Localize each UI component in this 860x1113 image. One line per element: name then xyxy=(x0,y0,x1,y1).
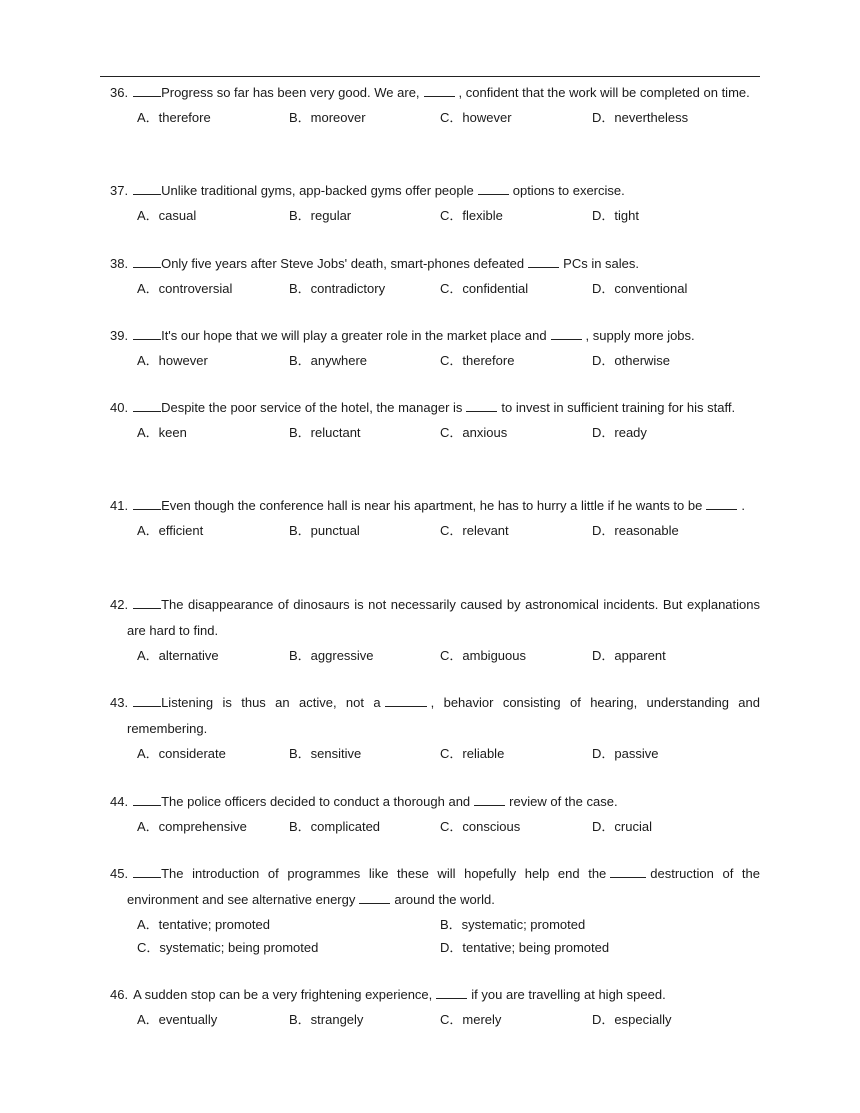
option-c: C．conscious xyxy=(440,819,521,834)
options-row-1 xyxy=(110,913,760,936)
option-d: D．tight xyxy=(592,208,639,223)
option-d: D．especially xyxy=(592,1012,672,1027)
option-d: D．tentative; being promoted xyxy=(440,940,610,955)
question-41 xyxy=(110,493,760,541)
fill-blank xyxy=(436,987,467,999)
option-a: A．however xyxy=(137,353,208,368)
option-a: A．tentative; promoted xyxy=(137,917,270,932)
question-37 xyxy=(110,178,760,226)
question-stem xyxy=(110,251,760,277)
options xyxy=(110,205,760,226)
question-number: 36. xyxy=(110,85,129,100)
options xyxy=(110,520,760,541)
stem-text: explanations are hard to find. xyxy=(127,597,760,638)
option-a: A．therefore xyxy=(137,110,211,125)
stem-text: . xyxy=(741,498,745,513)
options xyxy=(110,743,760,764)
question-number: 46. xyxy=(110,987,129,1002)
question-stem xyxy=(110,178,760,204)
stem-text: It's our hope that we will play a greater role in the market place and xyxy=(161,328,547,343)
question-number: 43. xyxy=(110,695,129,710)
option-b: B．systematic; promoted xyxy=(440,917,586,932)
question-40 xyxy=(110,395,760,443)
stem-text: A sudden stop can be a very frightening experience, xyxy=(133,987,433,1002)
option-a: A．eventually xyxy=(137,1012,218,1027)
question-stem xyxy=(110,982,760,1008)
option-b: B．anywhere xyxy=(289,353,368,368)
option-b: B．regular xyxy=(289,208,352,223)
question-number: 44. xyxy=(110,794,129,809)
stem-text: Listening is thus an active, not a xyxy=(161,695,381,710)
question-stem xyxy=(110,80,760,106)
question-number: 42. xyxy=(110,597,129,612)
fill-blank xyxy=(551,328,582,340)
fill-blank xyxy=(424,85,455,97)
stem-text: Even though the conference hall is near his apartment, he has to hurry a little if he wants to be xyxy=(161,498,703,513)
stem-text: around the world. xyxy=(394,892,495,907)
stem-text: options to exercise. xyxy=(512,183,625,198)
option-b: B．punctual xyxy=(289,523,360,538)
question-stem xyxy=(110,493,760,519)
question-38 xyxy=(110,251,760,299)
fill-blank xyxy=(706,498,737,510)
option-c: C．relevant xyxy=(440,523,509,538)
answer-blank xyxy=(133,85,161,97)
question-42 xyxy=(110,592,760,666)
question-36 xyxy=(110,80,760,128)
options xyxy=(110,1009,760,1030)
options xyxy=(110,816,760,837)
option-c: C．reliable xyxy=(440,746,505,761)
stem-text: The disappearance of dinosaurs is not necessarily caused by astronomical incidents. But xyxy=(161,597,683,612)
option-c: C．therefore xyxy=(440,353,515,368)
question-number: 39. xyxy=(110,328,129,343)
option-c: C．merely xyxy=(440,1012,502,1027)
option-a: A．alternative xyxy=(137,648,219,663)
options xyxy=(110,645,760,666)
stem-text: , behavior consisting of hearing, understanding and remembering. xyxy=(127,695,760,736)
stem-text: Unlike traditional gyms, app-backed gyms offer people xyxy=(161,183,474,198)
stem-text: Progress so far has been very good. We are, xyxy=(161,85,420,100)
option-b: B．strangely xyxy=(289,1012,364,1027)
answer-blank xyxy=(133,328,161,340)
stem-text: , supply more jobs. xyxy=(585,328,695,343)
stem-text: , confident that the work will be completed on time. xyxy=(458,85,750,100)
question-number: 38. xyxy=(110,256,129,271)
stem-text: The introduction of programmes like these will hopefully help end the xyxy=(161,866,607,881)
answer-blank xyxy=(133,695,161,707)
question-number: 45. xyxy=(110,866,129,881)
stem-text: Only five years after Steve Jobs' death, smart-phones defeated xyxy=(161,256,525,271)
answer-blank xyxy=(133,794,161,806)
option-a: A．considerate xyxy=(137,746,226,761)
option-d: D．apparent xyxy=(592,648,666,663)
stem-text: PCs in sales. xyxy=(563,256,640,271)
option-c: C．anxious xyxy=(440,425,508,440)
option-b: B．complicated xyxy=(289,819,381,834)
option-a: A．controversial xyxy=(137,281,233,296)
question-stem xyxy=(110,861,760,913)
stem-text: to invest in sufficient training for his staff. xyxy=(501,400,736,415)
option-c: C．ambiguous xyxy=(440,648,526,663)
header-rule xyxy=(100,76,760,77)
fill-blank xyxy=(474,794,505,806)
stem-text: Despite the poor service of the hotel, the manager is xyxy=(161,400,463,415)
options xyxy=(110,422,760,443)
option-a: A．casual xyxy=(137,208,197,223)
question-stem xyxy=(110,592,760,644)
question-45 xyxy=(110,861,760,959)
fill-blank xyxy=(478,183,509,195)
option-a: A．comprehensive xyxy=(137,819,247,834)
question-number: 37. xyxy=(110,183,129,198)
fill-blank-1 xyxy=(610,866,646,878)
answer-blank xyxy=(133,866,161,878)
option-c: C．flexible xyxy=(440,208,503,223)
fill-blank xyxy=(385,695,427,707)
stem-text: The police officers decided to conduct a thorough and xyxy=(161,794,471,809)
question-stem xyxy=(110,690,760,742)
fill-blank-2 xyxy=(359,892,390,904)
question-number: 40. xyxy=(110,400,129,415)
option-b: B．reluctant xyxy=(289,425,361,440)
question-43 xyxy=(110,690,760,764)
option-a: A．keen xyxy=(137,425,187,440)
answer-blank xyxy=(133,400,161,412)
question-39 xyxy=(110,323,760,371)
option-d: D．crucial xyxy=(592,819,652,834)
option-b: B．moreover xyxy=(289,110,366,125)
fill-blank xyxy=(528,256,559,268)
options xyxy=(110,107,760,128)
question-number: 41. xyxy=(110,498,129,513)
question-stem xyxy=(110,395,760,421)
options xyxy=(110,350,760,371)
option-d: D．nevertheless xyxy=(592,110,689,125)
option-a: A．efficient xyxy=(137,523,204,538)
question-stem xyxy=(110,789,760,815)
options-row-2 xyxy=(110,936,760,959)
answer-blank xyxy=(133,597,161,609)
question-44 xyxy=(110,789,760,837)
option-c: C．however xyxy=(440,110,512,125)
answer-blank xyxy=(133,498,161,510)
option-b: B．contradictory xyxy=(289,281,386,296)
question-stem xyxy=(110,323,760,349)
option-c: C．systematic; being promoted xyxy=(137,940,319,955)
stem-text: review of the case. xyxy=(509,794,618,809)
stem-text: destruction of the environment and see alternative energy xyxy=(127,866,760,907)
answer-blank xyxy=(133,256,161,268)
option-b: B．aggressive xyxy=(289,648,374,663)
option-d: D．conventional xyxy=(592,281,688,296)
options xyxy=(110,278,760,299)
option-d: D．passive xyxy=(592,746,659,761)
option-d: D．otherwise xyxy=(592,353,671,368)
option-c: C．confidential xyxy=(440,281,529,296)
stem-text: if you are travelling at high speed. xyxy=(471,987,666,1002)
option-d: D．reasonable xyxy=(592,523,679,538)
option-d: D．ready xyxy=(592,425,647,440)
answer-blank xyxy=(133,183,161,195)
question-46 xyxy=(110,982,760,1030)
fill-blank xyxy=(466,400,497,412)
option-b: B．sensitive xyxy=(289,746,362,761)
